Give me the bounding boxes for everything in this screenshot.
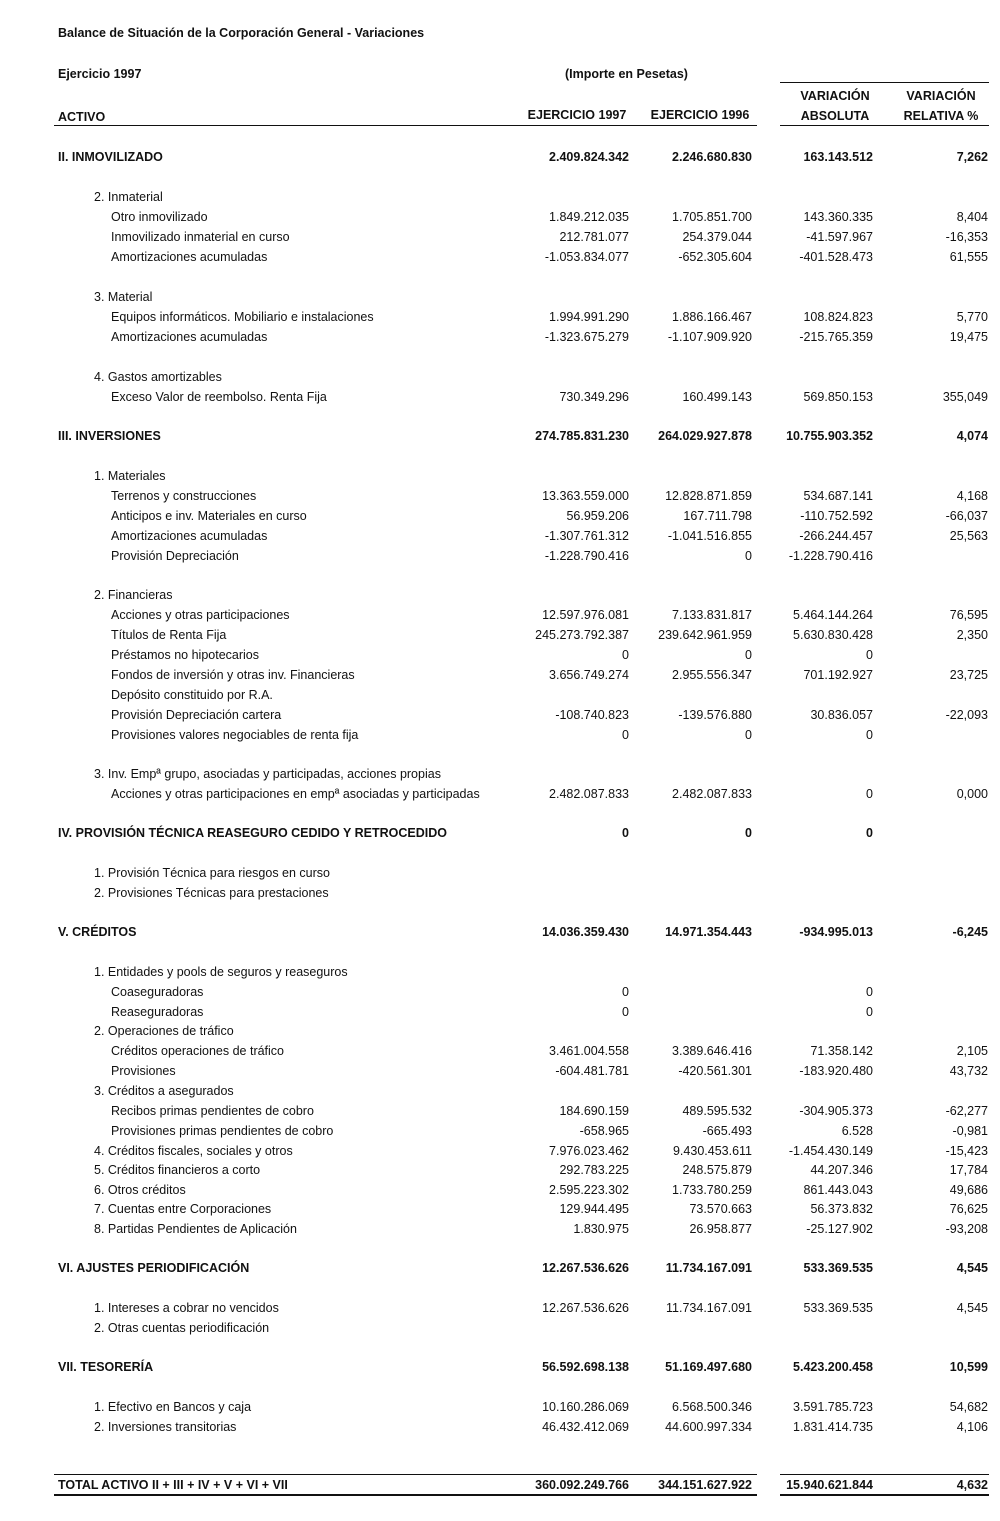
table-row	[0, 526, 1000, 546]
table-row	[0, 207, 1000, 227]
value-ejercicio-1996: -420.561.301	[678, 1064, 752, 1078]
value-variacion-relativa: 17,784	[949, 1163, 988, 1177]
table-row	[0, 506, 1000, 526]
row-label: Coaseguradoras	[111, 985, 204, 999]
value-ejercicio-1997: 2.595.223.302	[549, 1183, 629, 1197]
row-label: 2. Financieras	[94, 588, 173, 602]
value-ejercicio-1996: 6.568.500.346	[672, 1400, 752, 1414]
value-ejercicio-1996: 11.734.167.091	[666, 1301, 752, 1315]
value-variacion-relativa: 4,168	[956, 489, 988, 503]
row-label: Amortizaciones acumuladas	[111, 250, 268, 264]
table-row	[0, 982, 1000, 1002]
value-ejercicio-1997: 3.656.749.274	[549, 668, 629, 682]
value-ejercicio-1996: 0	[745, 728, 752, 742]
row-label: Equipos informáticos. Mobiliario e instalaciones	[111, 310, 374, 324]
table-row	[0, 1121, 1000, 1141]
value-variacion-absoluta: 861.443.043	[803, 1183, 873, 1197]
value-variacion-absoluta: -401.528.473	[799, 250, 873, 264]
value-variacion-relativa: 4,545	[956, 1301, 988, 1315]
table-row	[0, 1101, 1000, 1121]
value-variacion-relativa: 4,632	[956, 1478, 988, 1492]
value-variacion-absoluta: -266.244.457	[799, 529, 873, 543]
table-row	[0, 486, 1000, 506]
value-ejercicio-1996: -1.107.909.920	[667, 330, 752, 344]
row-label: 1. Efectivo en Bancos y caja	[94, 1400, 252, 1414]
value-ejercicio-1997: 3.461.004.558	[549, 1044, 629, 1058]
value-variacion-relativa: -62,277	[945, 1104, 988, 1118]
value-ejercicio-1997: 184.690.159	[559, 1104, 629, 1118]
value-variacion-relativa: 5,770	[956, 310, 988, 324]
value-variacion-relativa: -0,981	[952, 1124, 988, 1138]
value-variacion-relativa: 2,105	[956, 1044, 988, 1058]
value-ejercicio-1996: 51.169.497.680	[665, 1360, 752, 1374]
value-variacion-relativa: 0,000	[956, 787, 988, 801]
row-label: Provisión Depreciación cartera	[111, 708, 282, 722]
value-variacion-absoluta: 163.143.512	[803, 150, 873, 164]
table-row	[0, 863, 1000, 883]
row-label: Fondos de inversión y otras inv. Financieras	[111, 668, 355, 682]
table-row	[0, 1061, 1000, 1081]
value-ejercicio-1997: -1.307.761.312	[544, 529, 629, 543]
table-row	[0, 665, 1000, 685]
row-label: 6. Otros créditos	[94, 1183, 186, 1197]
value-ejercicio-1997: 292.783.225	[559, 1163, 629, 1177]
value-variacion-absoluta: 569.850.153	[803, 390, 873, 404]
value-ejercicio-1997: 0	[622, 1005, 629, 1019]
row-label: Depósito constituido por R.A.	[111, 688, 273, 702]
value-variacion-relativa: 61,555	[949, 250, 988, 264]
row-label: 4. Gastos amortizables	[94, 370, 222, 384]
row-label: 2. Operaciones de tráfico	[94, 1024, 234, 1038]
row-label: Provisión Depreciación	[111, 549, 239, 563]
table-row	[0, 1199, 1000, 1219]
value-ejercicio-1996: 9.430.453.611	[672, 1144, 752, 1158]
value-variacion-absoluta: 0	[866, 985, 873, 999]
table-row	[0, 1041, 1000, 1061]
row-label: Inmovilizado inmaterial en curso	[111, 230, 290, 244]
row-label: Títulos de Renta Fija	[111, 628, 227, 642]
value-ejercicio-1997: 1.994.991.290	[549, 310, 629, 324]
value-ejercicio-1997: 212.781.077	[559, 230, 629, 244]
column-header-ejercicio-1997: EJERCICIO 1997	[527, 108, 627, 122]
value-ejercicio-1997: 56.959.206	[566, 509, 629, 523]
value-variacion-absoluta: 44.207.346	[810, 1163, 873, 1177]
table-row	[0, 1417, 1000, 1437]
table-row	[0, 883, 1000, 903]
table-row	[0, 546, 1000, 566]
value-ejercicio-1997: 7.976.023.462	[549, 1144, 629, 1158]
value-ejercicio-1996: 2.955.556.347	[672, 668, 752, 682]
table-row	[0, 1021, 1000, 1041]
table-row	[0, 605, 1000, 625]
table-row	[0, 764, 1000, 784]
variacion-absoluta-line2: ABSOLUTA	[800, 109, 870, 123]
value-ejercicio-1997: 0	[622, 728, 629, 742]
table-row	[0, 1081, 1000, 1101]
value-variacion-relativa: 7,262	[956, 150, 988, 164]
value-variacion-absoluta: -304.905.373	[799, 1104, 873, 1118]
row-label: Provisiones	[111, 1064, 176, 1078]
value-ejercicio-1997: 0	[622, 648, 629, 662]
value-ejercicio-1997: 129.944.495	[559, 1202, 629, 1216]
column-header-activo: ACTIVO	[58, 110, 106, 124]
units-label: (Importe en Pesetas)	[565, 67, 688, 81]
value-variacion-absoluta: 143.360.335	[803, 210, 873, 224]
value-ejercicio-1996: 160.499.143	[682, 390, 752, 404]
value-ejercicio-1997: 46.432.412.069	[542, 1420, 629, 1434]
value-variacion-relativa: 4,074	[956, 429, 988, 443]
section-row	[0, 922, 1000, 942]
row-label: Provisiones primas pendientes de cobro	[111, 1124, 334, 1138]
page-title: Balance de Situación de la Corporación General - Variaciones	[58, 26, 425, 40]
value-ejercicio-1997: 245.273.792.387	[535, 628, 629, 642]
value-variacion-absoluta: 701.192.927	[803, 668, 873, 682]
row-label: Acciones y otras participaciones	[111, 608, 290, 622]
value-ejercicio-1997: 10.160.286.069	[542, 1400, 629, 1414]
value-ejercicio-1996: 73.570.663	[689, 1202, 752, 1216]
value-variacion-absoluta: -215.765.359	[799, 330, 873, 344]
value-ejercicio-1996: 44.600.997.334	[665, 1420, 752, 1434]
value-ejercicio-1997: 1.849.212.035	[549, 210, 629, 224]
row-label: 3. Créditos a asegurados	[94, 1084, 234, 1098]
value-variacion-relativa: -15,423	[945, 1144, 988, 1158]
value-variacion-relativa: 19,475	[949, 330, 988, 344]
value-variacion-relativa: 4,106	[956, 1420, 988, 1434]
value-ejercicio-1996: 254.379.044	[682, 230, 752, 244]
value-ejercicio-1996: 11.734.167.091	[665, 1261, 752, 1275]
section-row	[0, 1258, 1000, 1278]
table-row	[0, 1141, 1000, 1161]
value-ejercicio-1996: -665.493	[702, 1124, 752, 1138]
value-variacion-absoluta: -41.597.967	[806, 230, 873, 244]
value-ejercicio-1997: 0	[622, 985, 629, 999]
table-row	[0, 705, 1000, 725]
value-variacion-absoluta: 30.836.057	[810, 708, 873, 722]
row-label: 8. Partidas Pendientes de Aplicación	[94, 1222, 297, 1236]
row-label: Otro inmovilizado	[111, 210, 208, 224]
value-ejercicio-1997: -108.740.823	[555, 708, 629, 722]
value-ejercicio-1997: 0	[622, 826, 629, 840]
row-label: II. INMOVILIZADO	[58, 150, 163, 164]
value-ejercicio-1996: 7.133.831.817	[672, 608, 752, 622]
value-variacion-absoluta: 56.373.832	[810, 1202, 873, 1216]
value-ejercicio-1997: 14.036.359.430	[542, 925, 629, 939]
table-row	[0, 1318, 1000, 1338]
table-row	[0, 1180, 1000, 1200]
row-label: Créditos operaciones de tráfico	[111, 1044, 285, 1058]
variacion-relativa-line1: VARIACIÓN	[906, 89, 976, 103]
value-ejercicio-1997: 12.267.536.626	[542, 1301, 629, 1315]
table-row	[0, 585, 1000, 605]
value-ejercicio-1996: 248.575.879	[682, 1163, 752, 1177]
value-variacion-absoluta: 15.940.621.844	[786, 1478, 873, 1492]
value-variacion-absoluta: 10.755.903.352	[786, 429, 873, 443]
row-label: VII. TESORERÍA	[58, 1360, 154, 1374]
table-row	[0, 227, 1000, 247]
table-row	[0, 962, 1000, 982]
row-label: V. CRÉDITOS	[58, 925, 137, 939]
value-ejercicio-1996: -652.305.604	[678, 250, 752, 264]
row-label: 7. Cuentas entre Corporaciones	[94, 1202, 272, 1216]
table-row	[0, 1002, 1000, 1022]
row-label: 2. Provisiones Técnicas para prestaciones	[94, 886, 329, 900]
value-variacion-relativa: 25,563	[949, 529, 988, 543]
value-ejercicio-1996: -1.041.516.855	[667, 529, 752, 543]
value-variacion-absoluta: -183.920.480	[799, 1064, 873, 1078]
section-row	[0, 1357, 1000, 1377]
value-ejercicio-1997: 2.409.824.342	[549, 150, 629, 164]
row-label: Exceso Valor de reembolso. Renta Fija	[111, 390, 327, 404]
table-row	[0, 1219, 1000, 1239]
value-variacion-absoluta: 1.831.414.735	[793, 1420, 873, 1434]
section-row	[0, 147, 1000, 167]
row-label: Provisiones valores negociables de renta fija	[111, 728, 359, 742]
value-ejercicio-1996: 167.711.798	[683, 509, 752, 523]
value-variacion-relativa: 23,725	[949, 668, 988, 682]
value-variacion-absoluta: 533.369.535	[803, 1301, 873, 1315]
table-row	[0, 187, 1000, 207]
table-row	[0, 307, 1000, 327]
table-row	[0, 247, 1000, 267]
table-row	[0, 287, 1000, 307]
table-row	[0, 1160, 1000, 1180]
value-ejercicio-1996: 3.389.646.416	[672, 1044, 752, 1058]
value-ejercicio-1997: -658.965	[579, 1124, 629, 1138]
value-ejercicio-1997: -1.053.834.077	[544, 250, 629, 264]
row-label: 1. Provisión Técnica para riesgos en curso	[94, 866, 330, 880]
value-ejercicio-1997: 274.785.831.230	[535, 429, 629, 443]
value-ejercicio-1996: 1.705.851.700	[672, 210, 752, 224]
value-ejercicio-1996: 0	[745, 826, 752, 840]
row-label: 5. Créditos financieros a corto	[94, 1163, 261, 1177]
value-ejercicio-1996: 2.482.087.833	[672, 787, 752, 801]
value-ejercicio-1997: 360.092.249.766	[535, 1478, 629, 1492]
row-label: 3. Material	[94, 290, 153, 304]
table-row	[0, 466, 1000, 486]
table-row	[0, 784, 1000, 804]
row-label: Anticipos e inv. Materiales en curso	[111, 509, 307, 523]
value-variacion-absoluta: -934.995.013	[799, 925, 873, 939]
value-variacion-relativa: 76,625	[949, 1202, 988, 1216]
value-ejercicio-1996: 26.958.877	[689, 1222, 752, 1236]
row-label: TOTAL ACTIVO II + III + IV + V + VI + VII	[58, 1478, 288, 1492]
total-row	[0, 1475, 1000, 1495]
row-label: Acciones y otras participaciones en empª asociadas y participadas	[111, 787, 480, 801]
value-variacion-absoluta: 5.423.200.458	[793, 1360, 873, 1374]
value-ejercicio-1997: 730.349.296	[559, 390, 629, 404]
row-label: 2. Inmaterial	[94, 190, 163, 204]
value-ejercicio-1996: 489.595.532	[682, 1104, 752, 1118]
value-ejercicio-1996: 1.733.780.259	[672, 1183, 752, 1197]
row-label: Reaseguradoras	[111, 1005, 204, 1019]
value-variacion-relativa: 49,686	[949, 1183, 988, 1197]
value-variacion-absoluta: -25.127.902	[806, 1222, 873, 1236]
value-variacion-relativa: 355,049	[942, 390, 988, 404]
value-variacion-absoluta: 108.824.823	[803, 310, 873, 324]
value-ejercicio-1997: 12.267.536.626	[542, 1261, 629, 1275]
value-variacion-relativa: -22,093	[945, 708, 988, 722]
value-variacion-absoluta: 5.464.144.264	[793, 608, 873, 622]
value-variacion-absoluta: -1.228.790.416	[788, 549, 873, 563]
value-variacion-relativa: -93,208	[945, 1222, 988, 1236]
table-row	[0, 387, 1000, 407]
value-ejercicio-1996: 0	[745, 549, 752, 563]
row-label: 1. Entidades y pools de seguros y reaseguros	[94, 965, 348, 979]
table-row	[0, 367, 1000, 387]
variacion-absoluta-line1: VARIACIÓN	[800, 89, 870, 103]
value-variacion-relativa: 76,595	[949, 608, 988, 622]
row-label: 2. Inversiones transitorias	[94, 1420, 237, 1434]
value-variacion-absoluta: 0	[866, 826, 873, 840]
value-variacion-absoluta: 0	[866, 787, 873, 801]
variacion-relativa-line2: RELATIVA %	[903, 109, 979, 123]
value-variacion-relativa: 4,545	[956, 1261, 988, 1275]
row-label: VI. AJUSTES PERIODIFICACIÓN	[58, 1261, 250, 1275]
table-row	[0, 645, 1000, 665]
value-variacion-relativa: 10,599	[949, 1360, 988, 1374]
value-variacion-absoluta: 534.687.141	[803, 489, 873, 503]
column-header-ejercicio-1996: EJERCICIO 1996	[650, 108, 750, 122]
value-variacion-absoluta: 5.630.830.428	[793, 628, 873, 642]
value-variacion-relativa: 8,404	[956, 210, 988, 224]
row-label: IV. PROVISIÓN TÉCNICA REASEGURO CEDIDO Y RETROCEDIDO	[58, 826, 447, 840]
value-variacion-absoluta: 71.358.142	[810, 1044, 873, 1058]
value-variacion-relativa: 43,732	[949, 1064, 988, 1078]
value-variacion-absoluta: -1.454.430.149	[788, 1144, 873, 1158]
section-row	[0, 823, 1000, 843]
table-row	[0, 625, 1000, 645]
value-ejercicio-1996: 14.971.354.443	[665, 925, 752, 939]
value-ejercicio-1996: 239.642.961.959	[658, 628, 752, 642]
value-ejercicio-1996: 12.828.871.859	[665, 489, 752, 503]
row-label: Amortizaciones acumuladas	[111, 529, 268, 543]
value-variacion-absoluta: 0	[866, 728, 873, 742]
row-label: Recibos primas pendientes de cobro	[111, 1104, 314, 1118]
value-ejercicio-1996: 264.029.927.878	[658, 429, 752, 443]
value-variacion-relativa: 2,350	[956, 628, 988, 642]
value-ejercicio-1996: 2.246.680.830	[672, 150, 752, 164]
value-variacion-absoluta: 533.369.535	[803, 1261, 873, 1275]
row-label: Terrenos y construcciones	[111, 489, 257, 503]
value-ejercicio-1997: 56.592.698.138	[542, 1360, 629, 1374]
value-variacion-relativa: -66,037	[945, 509, 988, 523]
value-variacion-relativa: 54,682	[949, 1400, 988, 1414]
row-label: 3. Inv. Empª grupo, asociadas y participadas, acciones propias	[94, 767, 441, 781]
value-ejercicio-1997: 13.363.559.000	[542, 489, 629, 503]
value-variacion-absoluta: 0	[866, 1005, 873, 1019]
table-row	[0, 1397, 1000, 1417]
table-row	[0, 1298, 1000, 1318]
value-variacion-absoluta: 3.591.785.723	[793, 1400, 873, 1414]
row-label: III. INVERSIONES	[58, 429, 161, 443]
value-ejercicio-1996: 0	[745, 648, 752, 662]
row-label: Amortizaciones acumuladas	[111, 330, 268, 344]
value-variacion-relativa: -16,353	[945, 230, 988, 244]
value-ejercicio-1997: 12.597.976.081	[542, 608, 629, 622]
row-label: 1. Intereses a cobrar no vencidos	[94, 1301, 279, 1315]
value-ejercicio-1997: -1.228.790.416	[544, 549, 629, 563]
value-variacion-absoluta: 0	[866, 648, 873, 662]
section-row	[0, 426, 1000, 446]
year-label: Ejercicio 1997	[58, 67, 142, 81]
value-variacion-absoluta: -110.752.592	[800, 509, 873, 523]
row-label: 2. Otras cuentas periodificación	[94, 1321, 270, 1335]
row-label: Préstamos no hipotecarios	[111, 648, 259, 662]
table-row	[0, 725, 1000, 745]
value-ejercicio-1996: 344.151.627.922	[658, 1478, 752, 1492]
value-ejercicio-1997: -1.323.675.279	[544, 330, 629, 344]
table-row	[0, 685, 1000, 705]
value-variacion-absoluta: 6.528	[841, 1124, 873, 1138]
row-label: 1. Materiales	[94, 469, 166, 483]
value-ejercicio-1997: 2.482.087.833	[549, 787, 629, 801]
value-ejercicio-1997: 1.830.975	[573, 1222, 629, 1236]
value-variacion-relativa: -6,245	[952, 925, 988, 939]
row-label: 4. Créditos fiscales, sociales y otros	[94, 1144, 293, 1158]
value-ejercicio-1997: -604.481.781	[555, 1064, 629, 1078]
value-ejercicio-1996: 1.886.166.467	[672, 310, 752, 324]
table-row	[0, 327, 1000, 347]
value-ejercicio-1996: -139.576.880	[678, 708, 752, 722]
